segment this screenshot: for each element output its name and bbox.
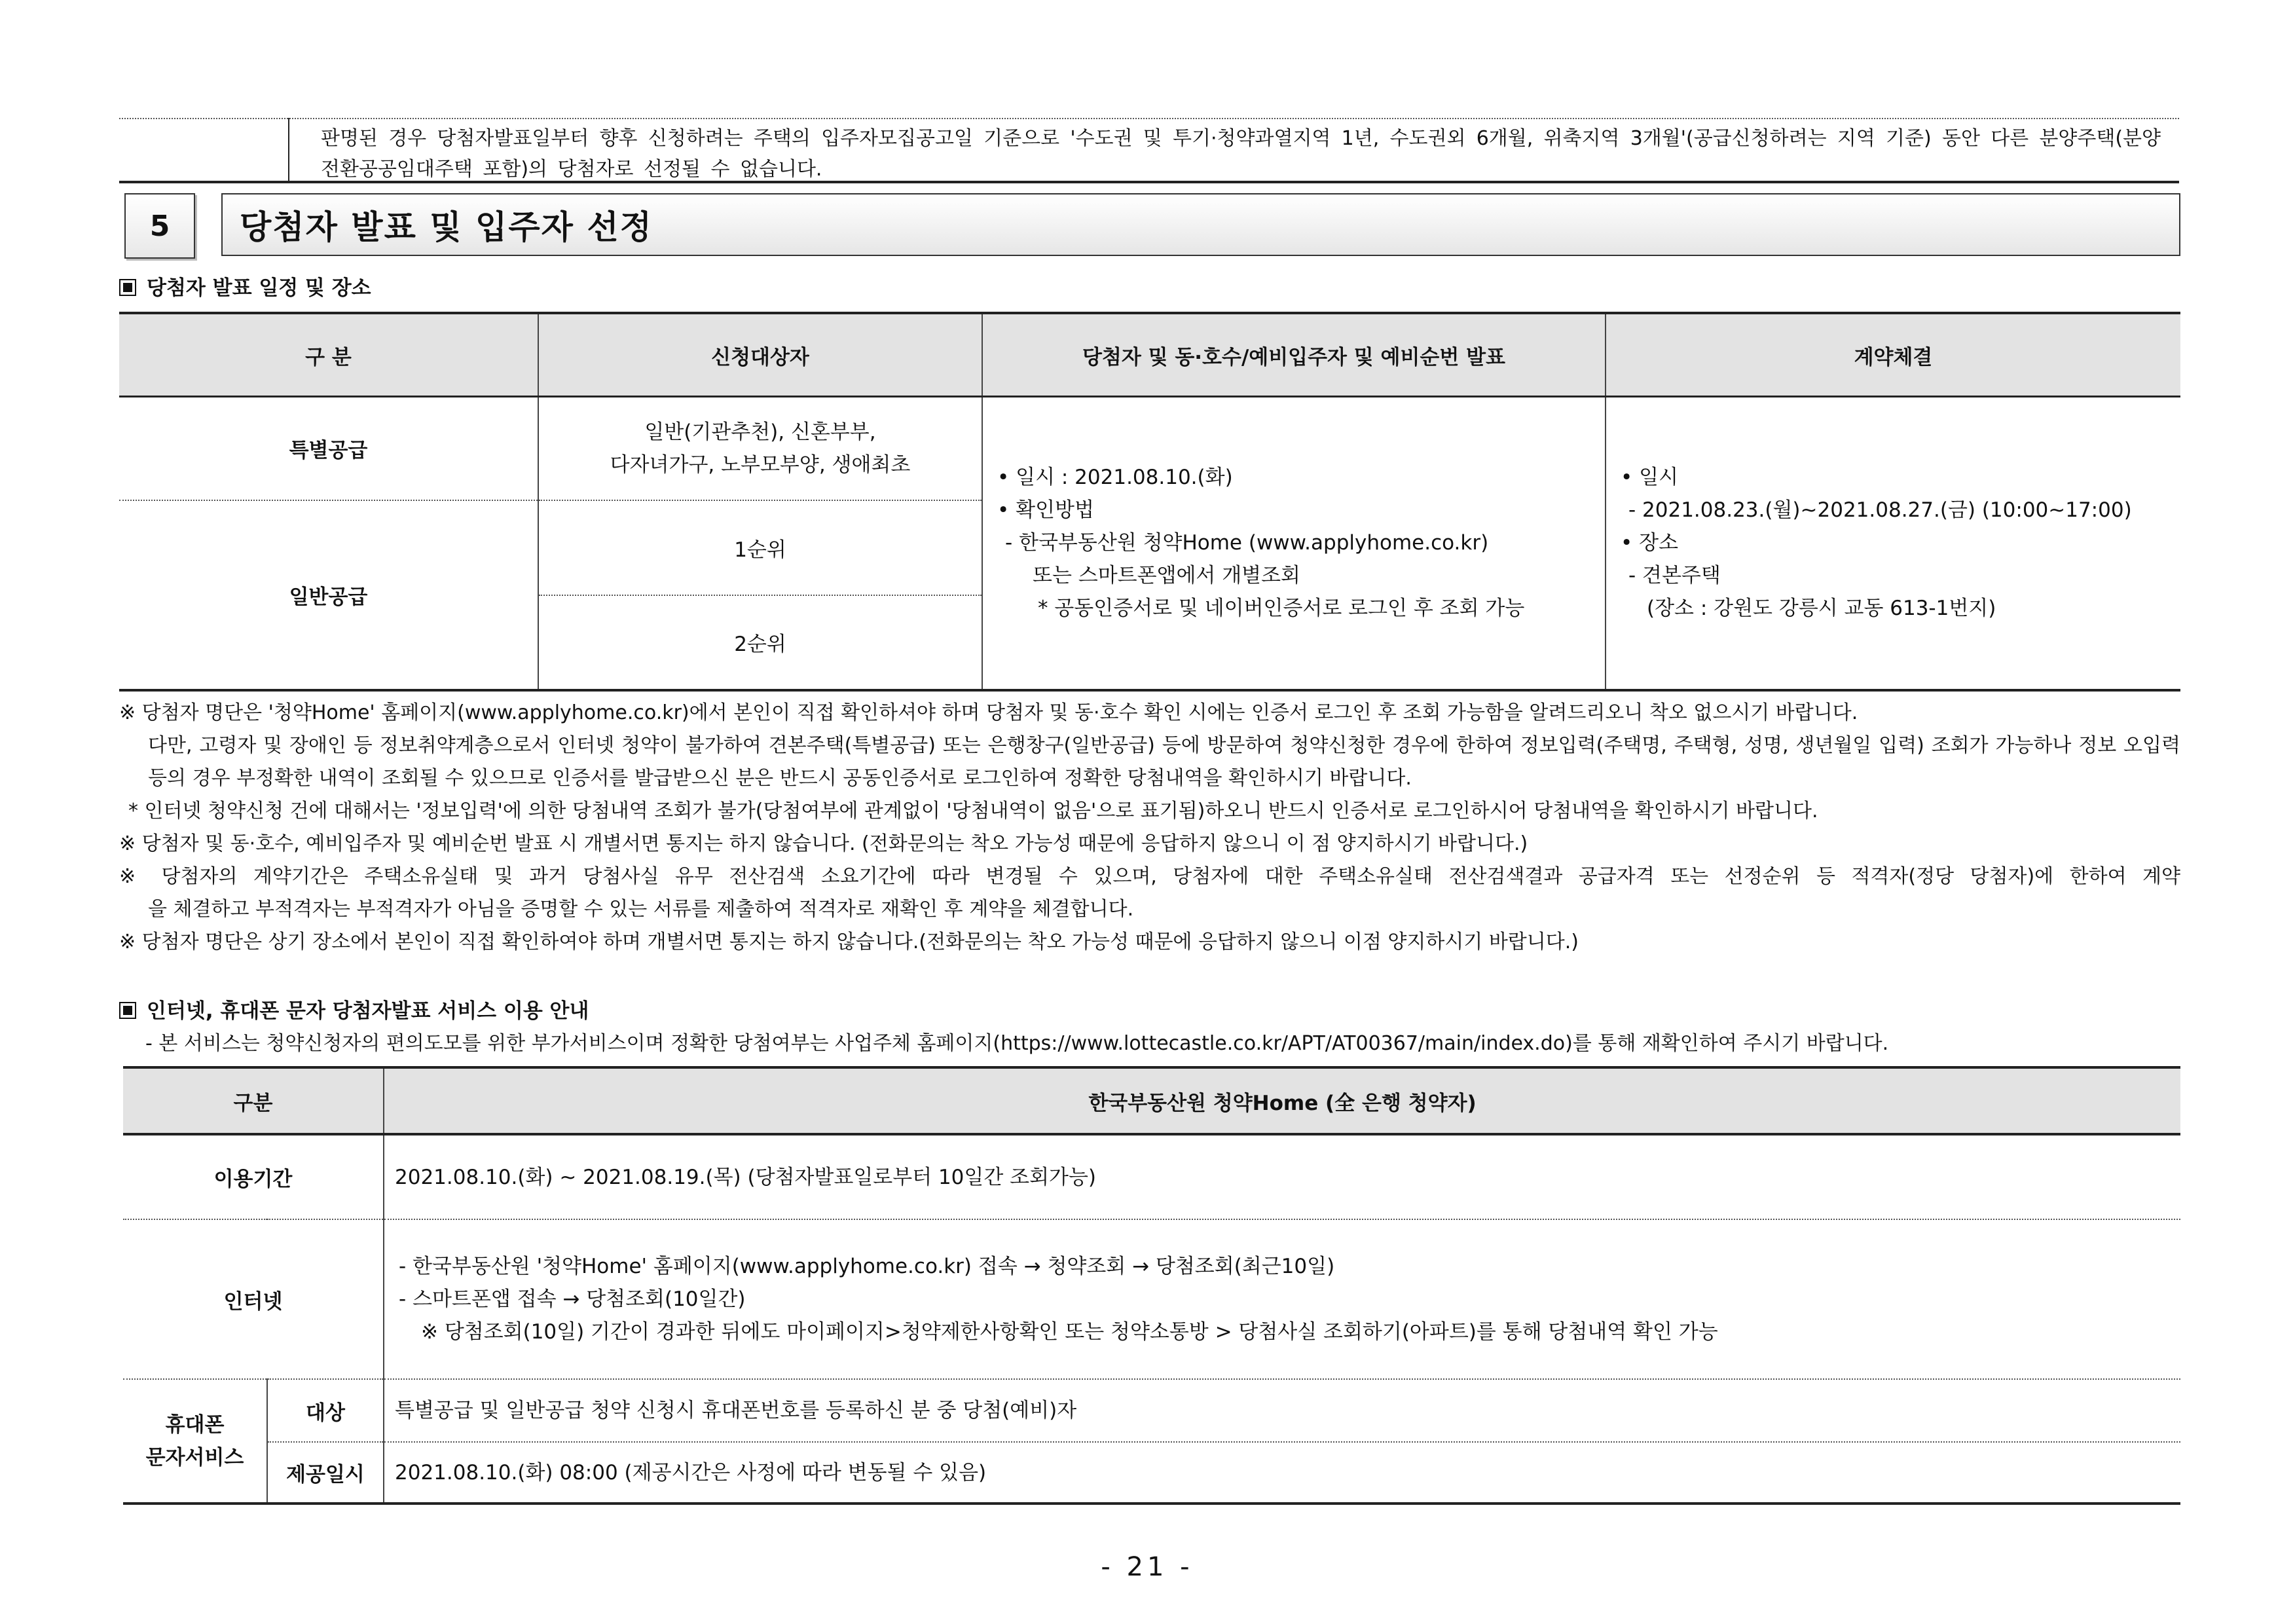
continuation-text: 판명된 경우 당첨자발표일부터 향후 신청하려는 주택의 입주자모집공고일 기준으로 '수도권 및 투기·청약과열지역 1년, 수도권외 6개월, 위축지역 3개월'(공급신청하려는 지역 기준) 동안 다른 분양주택(분양전환공공임대주택 포함)의 당첨자로 선정될 수 없습니다. (321, 127, 2161, 181)
internet-line: ※ 당첨조회(10일) 기간이 경과한 뒤에도 마이페이지>청약제한사항확인 또는 청약소통방 > 당첨사실 조회하기(아파트)를 통해 당첨내역 확인 가능 (421, 1320, 1718, 1344)
special-target-cell (538, 397, 982, 500)
special-target-line: 일반(기관추천), 신혼부부, (644, 420, 876, 444)
rank2-cell: 2순위 (538, 595, 982, 690)
internet-value (384, 1219, 2180, 1379)
page-number: - 21 - (1101, 1552, 1194, 1582)
date-value: 2021.08.10.(화) 08:00 (제공시간은 사정에 따라 변동될 수 있음) (384, 1442, 2180, 1504)
table-header: 한국부동산원 청약Home (全 은행 청약자) (384, 1067, 2180, 1134)
table-header: 신청대상자 (538, 313, 982, 397)
schedule-heading (119, 271, 371, 301)
table-header: 계약체결 (1606, 313, 2180, 397)
special-supply-label: 특별공급 (119, 397, 538, 500)
table-header: 구분 (123, 1067, 384, 1134)
note-line: ※ 당첨자 명단은 상기 장소에서 본인이 직접 확인하여야 하며 개별서면 통지는 하지 않습니다.(전화문의는 착오 가능성 때문에 응답하지 않으니 이점 양지하시기 바랍니다.) (119, 931, 1579, 953)
internet-line: - 스마트폰앱 접속 → 당첨조회(10일간) (399, 1287, 746, 1311)
announcement-line: • 확인방법 (997, 498, 1094, 523)
table-header: 당첨자 및 동·호수/예비입주자 및 예비순번 발표 (982, 313, 1606, 397)
divider (288, 118, 289, 183)
continuation-row (119, 118, 2179, 183)
notes-block (119, 697, 2180, 959)
table-row (119, 397, 2180, 500)
announcement-line: 또는 스마트폰앱에서 개별조회 (1033, 564, 1301, 588)
square-bullet-icon (119, 1002, 136, 1019)
date-label: 제공일시 (267, 1442, 384, 1504)
contract-line: • 일시 (1621, 466, 1679, 490)
mobile-label-line: 문자서비스 (145, 1445, 244, 1469)
schedule-heading-text: 당첨자 발표 일정 및 장소 (147, 276, 371, 300)
section-title: 당첨자 발표 및 입주자 선정 (221, 193, 2180, 256)
note-line: ※ 당첨자 명단은 '청약Home' 홈페이지(www.applyhome.co.kr)에서 본인이 직접 확인하셔야 하며 당첨자 및 동·호수 확인 시에는 인증서 로그인 후 조회 가능함을 알려드리오니 착오 없으시기 바랍니다. (119, 701, 1858, 724)
sms-heading-text: 인터넷, 휴대폰 문자 당첨자발표 서비스 이용 안내 (147, 999, 589, 1023)
note-line: 다만, 고령자 및 장애인 등 정보취약계층으로서 인터넷 청약이 불가하여 견본주택(특별공급) 또는 은행창구(일반공급) 등에 방문하여 청약신청한 경우에 한하여 정보입력(주택명, 주택형, 성명, 생년월일 입력) 조회가 가능하나 정보 오입력 등의 경우 부정확한 내역이 조회될 수 있으므로 인증서를 발급받으신 분은 반드시 공동인증서로 로그인하여 정확한 당첨내역을 확인하시기 바랍니다. (148, 734, 2180, 790)
internet-label: 인터넷 (123, 1219, 384, 1379)
general-supply-label: 일반공급 (119, 500, 538, 690)
divider (119, 181, 2179, 183)
sms-heading (119, 994, 589, 1024)
table-header-row (119, 313, 2180, 397)
contract-line: - 2021.08.23.(월)~2021.08.27.(금) (10:00~17:00) (1628, 498, 2132, 523)
announcement-cell (982, 397, 1606, 690)
note-line: * 인터넷 청약신청 건에 대해서는 '정보입력'에 의한 당첨내역 조회가 불가(당첨여부에 관계없이 '당첨내역이 없음'으로 표기됨)하오니 반드시 인증서로 로그인하시어 당첨내역을 확인하시기 바랍니다. (128, 800, 1818, 822)
table-row (123, 1379, 2180, 1442)
table-row (123, 1442, 2180, 1504)
announcement-line: * 공동인증서로 및 네이버인증서로 로그인 후 조회 가능 (1038, 597, 1525, 621)
target-value: 특별공급 및 일반공급 청약 신청시 휴대폰번호를 등록하신 분 중 당첨(예비)자 (384, 1379, 2180, 1442)
sms-service-table (123, 1066, 2180, 1505)
internet-line: - 한국부동산원 '청약Home' 홈페이지(www.applyhome.co.kr) 접속 → 청약조회 → 당첨조회(최근10일) (399, 1255, 1335, 1278)
note-line: 을 체결하고 부적격자는 부적격자가 아님을 증명할 수 있는 서류를 제출하여 적격자로 재확인 후 계약을 체결합니다. (148, 898, 1134, 921)
square-bullet-icon (119, 279, 136, 296)
contract-line: • 장소 (1621, 531, 1679, 555)
mobile-sms-label (123, 1379, 267, 1504)
contract-cell (1606, 397, 2180, 690)
sms-intro: - 본 서비스는 청약신청자의 편의도모를 위한 부가서비스이며 정확한 당첨여부는 사업주체 홈페이지(https://www.lottecastle.co.kr/APT/AT00367/main/index.do)를 통해 재확인하여 주시기 바랍니다. (145, 1032, 1889, 1055)
table-header: 구 분 (119, 313, 538, 397)
period-label: 이용기간 (123, 1134, 384, 1219)
period-value: 2021.08.10.(화) ~ 2021.08.19.(목) (당첨자발표일로부터 10일간 조회가능) (384, 1134, 2180, 1219)
rank1-cell: 1순위 (538, 500, 982, 595)
table-header-row (123, 1067, 2180, 1134)
note-line: ※ 당첨자 및 동·호수, 예비입주자 및 예비순번 발표 시 개별서면 통지는 하지 않습니다. (전화문의는 착오 가능성 때문에 응답하지 않으니 이 점 양지하시기 바랍니다.) (119, 832, 1528, 855)
section-number: 5 (124, 193, 195, 259)
note-line: ※ 당첨자의 계약기간은 주택소유실태 및 과거 당첨사실 유무 전산검색 소요기간에 따라 변경될 수 있으며, 당첨자에 대한 주택소유실태 전산검색결과 공급자격 또는 선정순위 등 적격자(정당 당첨자)에 한하여 계약 (119, 865, 2180, 888)
schedule-table (119, 312, 2180, 692)
contract-line: - 견본주택 (1628, 564, 1721, 588)
announcement-line: - 한국부동산원 청약Home (www.applyhome.co.kr) (1005, 531, 1489, 555)
announcement-line: • 일시 : 2021.08.10.(화) (997, 466, 1233, 490)
table-row (123, 1134, 2180, 1219)
table-row (123, 1219, 2180, 1379)
mobile-label-line: 휴대폰 (165, 1412, 225, 1437)
special-target-line: 다자녀가구, 노부모부양, 생애최초 (610, 452, 911, 477)
contract-line: (장소 : 강원도 강릉시 교동 613-1번지) (1647, 597, 1996, 621)
divider (119, 118, 2179, 119)
target-label: 대상 (267, 1379, 384, 1442)
